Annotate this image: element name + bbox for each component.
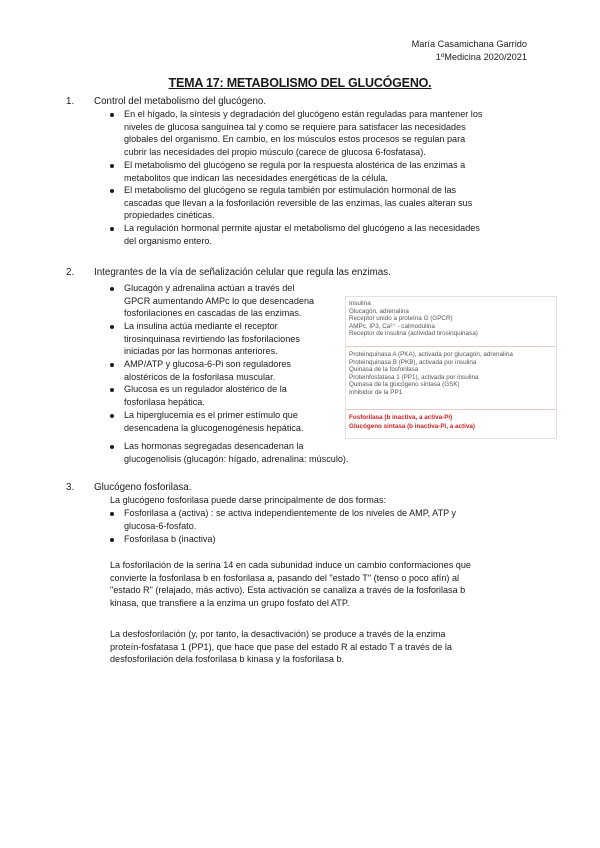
section-number: 3. — [66, 482, 75, 493]
section-heading-text: Glucógeno fosforilasa. — [94, 482, 192, 493]
figure-item: Receptor unido a proteína G (GPCR) — [349, 315, 453, 323]
figure-item: Quinasa de la fosforilasa — [349, 366, 419, 374]
list-item: El metabolismo del glucógeno se regula por la respuesta alostérica de las enzimas a metabolitos que indican las necesidades energéticas de la célula. — [124, 160, 466, 183]
figure-item: Glucógeno sintasa (b inactiva-Pi, a activa) — [349, 422, 475, 430]
figure-item: Fosforilasa (b inactiva, a activa-Pi) — [349, 414, 453, 421]
list-item: AMP/ATP y glucosa-6-Pi son reguladores alostéricos de la fosforilasa muscular. — [124, 359, 291, 382]
figure-divider — [346, 409, 556, 410]
list-item: Glucosa es un regulador alostérico de la fosforilasa hepática. — [124, 384, 287, 407]
figure-item: Receptor de insulina (actividad tirosinquinasa) — [349, 330, 478, 338]
bullet-icon — [110, 538, 114, 542]
bullet-icon — [110, 113, 114, 117]
figure-item: Proteinquinasa A (PKA), activada por glucagón, adrenalina — [349, 351, 513, 358]
course-label: 1ºMedicina 2020/2021 — [435, 52, 527, 62]
bullet-icon — [110, 189, 114, 193]
bullet-icon — [110, 388, 114, 392]
bullet-icon — [110, 325, 114, 329]
list-item: La insulina actúa mediante el receptor tirosinquinasa revirtiendo las fosforilaciones iniciadas por las hormonas anteriores. — [124, 321, 300, 357]
list-item: Glucagón y adrenalina actúan a través del GPCR aumentando AMPc lo que desencadena fosforilaciones en cascadas de las enzimas. — [124, 283, 315, 319]
paragraph: La fosforilación de la serina 14 en cada subunidad induce un cambio conformaciones que convierte la fosforilasa b en fosforilasa a, pasando del "estado T" (tenso o poco afín) al "estado R" (relajado, más activo). Esta activación se canaliza a través de la fosforilasa b kinasa, que transfiere a la enzima un grupo fosfato del ATP. — [110, 560, 471, 608]
author-name: María Casamichana Garrido — [411, 39, 527, 49]
page-title: TEMA 17: METABOLISMO DEL GLUCÓGENO. — [168, 76, 432, 90]
figure-item: Glucagón, adrenalina — [349, 307, 409, 315]
bullet-icon — [110, 363, 114, 367]
list-item: Fosforilasa b (inactiva) — [124, 534, 216, 544]
figure-divider — [346, 346, 556, 347]
signaling-pathway-figure — [345, 296, 557, 439]
section-number: 1. — [66, 96, 75, 107]
list-item: El metabolismo del glucógeno se regula también por estimulación hormonal de las cascadas que llevan a la fosforilación reversible de las enzimas, las cuales alteran sus propiedades cinéticas. — [124, 185, 473, 221]
section-intro: La glucógeno fosforilasa puede darse principalmente de dos formas: — [110, 495, 387, 505]
bullet-icon — [110, 164, 114, 168]
list-item: La regulación hormonal permite ajustar el metabolismo del glucógeno a las necesidades del organismo entero. — [124, 223, 480, 246]
figure-item: AMPc, IP3, Ca²⁺ - calmodulina — [349, 322, 435, 330]
section-heading-text: Control del metabolismo del glucógeno. — [94, 96, 267, 107]
list-item: En el hígado, la síntesis y degradación del glucógeno están reguladas para mantener los niveles de glucosa sanguínea tal y como se requiere para satisfacer las necesidades globales del organismo. En cambio, en los músculos estos procesos se regulan para cubrir las necesidades del propio músculo (carece de glucosa 6-fosfatasa). — [124, 109, 483, 157]
figure-item: Proteinfosfatasa 1 (PP1), activada por insulina — [349, 373, 479, 381]
bullet-icon — [110, 414, 114, 418]
bullet-icon — [110, 227, 114, 231]
bullet-icon — [110, 512, 114, 516]
figure-item: Inhibidor de la PP1 — [349, 389, 403, 396]
list-item: Fosforilasa a (activa) : se activa independientemente de los niveles de AMP, ATP y glucosa-6-fosfato. — [124, 508, 457, 531]
figure-item: Insulina — [349, 300, 371, 307]
section-heading-text: Integrantes de la vía de señalización celular que regula las enzimas. — [94, 267, 391, 278]
bullet-icon — [110, 287, 114, 291]
section-number: 2. — [66, 267, 75, 278]
paragraph: La desfosforilación (y, por tanto, la desactivación) se produce a través de la enzima proteín-fosfatasa 1 (PP1), que hace que pase del estado R al estado T a través de la desfosforilación dela fosforilasa b kinasa y la fosforilasa b. — [110, 629, 452, 665]
bullet-icon — [110, 445, 114, 449]
list-item: La hiperglucemia es el primer estímulo que desencadena la glucogenogénesis hepática. — [124, 410, 304, 433]
list-item: Las hormonas segregadas desencadenan la glucogenolisis (glucagón: hígado, adrenalina: músculo). — [124, 441, 349, 464]
figure-item: Proteinquinasa B (PKB), activada por insulina — [349, 358, 477, 366]
figure-item: Quinasa de la glucógeno sintasa (GSK) — [349, 381, 460, 389]
